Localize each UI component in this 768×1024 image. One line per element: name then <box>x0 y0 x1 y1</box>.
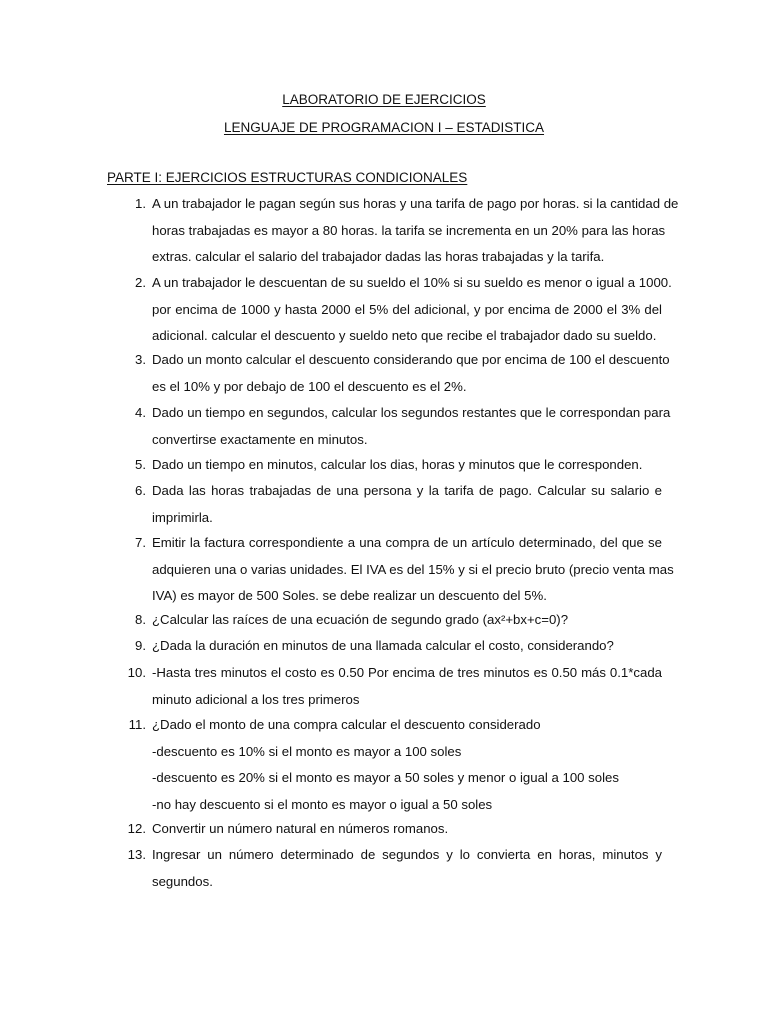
exercise-line: convertirse exactamente en minutos. <box>152 431 368 447</box>
exercise-text <box>152 842 662 895</box>
exercise-number: 13. <box>127 847 146 862</box>
exercise-number: 1. <box>135 196 146 211</box>
exercise-line: Dada las horas trabajadas de una persona y la tarifa de pago. Calcular su salario e <box>152 483 662 498</box>
exercise-number: 3. <box>135 352 146 367</box>
exercise-line: A un trabajador le descuentan de su sueldo el 10% si su sueldo es menor o igual a 1000. <box>152 275 672 290</box>
exercise-line: -no hay descuento si el monto es mayor o igual a 50 soles <box>152 796 493 812</box>
exercise-number: 5. <box>135 457 146 472</box>
exercise-number: 10. <box>127 665 146 680</box>
exercise-number: 9. <box>135 638 146 653</box>
exercise-line: Dado un tiempo en minutos, calcular los dias, horas y minutos que le corresponden. <box>152 457 643 472</box>
exercise-text <box>152 191 679 271</box>
exercise-line: IVA) es mayor de 500 Soles. se debe realizar un descuento del 5%. <box>152 588 547 603</box>
exercise-line: ¿Calcular las raíces de una ecuación de segundo grado (ax²+bx+c=0)? <box>152 612 569 627</box>
exercise-line: Dado un tiempo en segundos, calcular los segundos restantes que le correspondan para <box>152 405 671 420</box>
exercise-line: adquieren una o varias unidades. El IVA es del 15% y si el precio bruto (precio venta mas <box>152 561 674 577</box>
exercise-line: ¿Dado el monto de una compra calcular el descuento considerado <box>152 717 541 732</box>
exercise-text <box>152 270 672 350</box>
exercise-line: extras. calcular el salario del trabajador dadas las horas trabajadas y la tarifa. <box>152 249 605 264</box>
exercise-text <box>152 452 662 479</box>
exercise-line: minuto adicional a los tres primeros <box>152 691 360 707</box>
exercise-text <box>152 712 662 818</box>
document-title: LABORATORIO DE EJERCICIOS <box>282 92 486 107</box>
exercise-line: es el 10% y por debajo de 100 el descuento es el 2%. <box>152 378 467 394</box>
exercise-line: -descuento es 10% si el monto es mayor a 100 soles <box>152 743 462 759</box>
exercise-number: 6. <box>135 483 146 498</box>
exercise-text <box>152 816 662 843</box>
exercise-number: 11. <box>128 717 146 732</box>
exercise-line: imprimirla. <box>152 509 213 525</box>
section-heading: PARTE I: EJERCICIOS ESTRUCTURAS CONDICIONALES <box>107 170 468 185</box>
exercise-line: horas trabajadas es mayor a 80 horas. la tarifa se incrementa en un 20% para las horas <box>152 222 666 238</box>
exercise-text <box>152 660 662 713</box>
exercise-number: 7. <box>135 535 146 550</box>
exercise-line: Dado un monto calcular el descuento considerando que por encima de 100 el descuento <box>152 352 670 367</box>
exercise-line: -descuento es 20% si el monto es mayor a 50 soles y menor o igual a 100 soles <box>152 770 619 785</box>
exercise-line: -Hasta tres minutos el costo es 0.50 Por encima de tres minutos es 0.50 más 0.1*cada <box>152 665 662 680</box>
exercise-line: Convertir un número natural en números romanos. <box>152 821 449 836</box>
exercise-text <box>152 607 662 634</box>
document-subtitle: LENGUAJE DE PROGRAMACION I – ESTADISTICA <box>223 120 545 135</box>
exercise-line: Emitir la factura correspondiente a una compra de un artículo determinado, del que se <box>152 535 662 550</box>
exercise-line: por encima de 1000 y hasta 2000 el 5% del adicional, y por encima de 2000 el 3% del <box>152 301 662 317</box>
exercise-text <box>152 633 662 660</box>
exercise-text <box>152 400 671 453</box>
exercise-number: 2. <box>135 275 146 290</box>
exercise-text <box>152 347 670 400</box>
exercise-number: 8. <box>135 612 146 627</box>
exercise-number: 4. <box>135 405 146 420</box>
exercise-line: segundos. <box>152 873 213 889</box>
exercise-line: Ingresar un número determinado de segundos y lo convierta en horas, minutos y <box>152 847 662 862</box>
exercise-line: adicional. calcular el descuento y sueldo neto que recibe el trabajador dado su sueldo. <box>152 328 657 343</box>
exercise-number: 12. <box>127 821 146 836</box>
exercise-text <box>152 530 674 610</box>
exercise-text <box>152 478 662 531</box>
exercise-line: ¿Dada la duración en minutos de una llamada calcular el costo, considerando? <box>152 638 614 653</box>
exercise-line: A un trabajador le pagan según sus horas y una tarifa de pago por horas. si la cantidad de <box>152 196 679 211</box>
